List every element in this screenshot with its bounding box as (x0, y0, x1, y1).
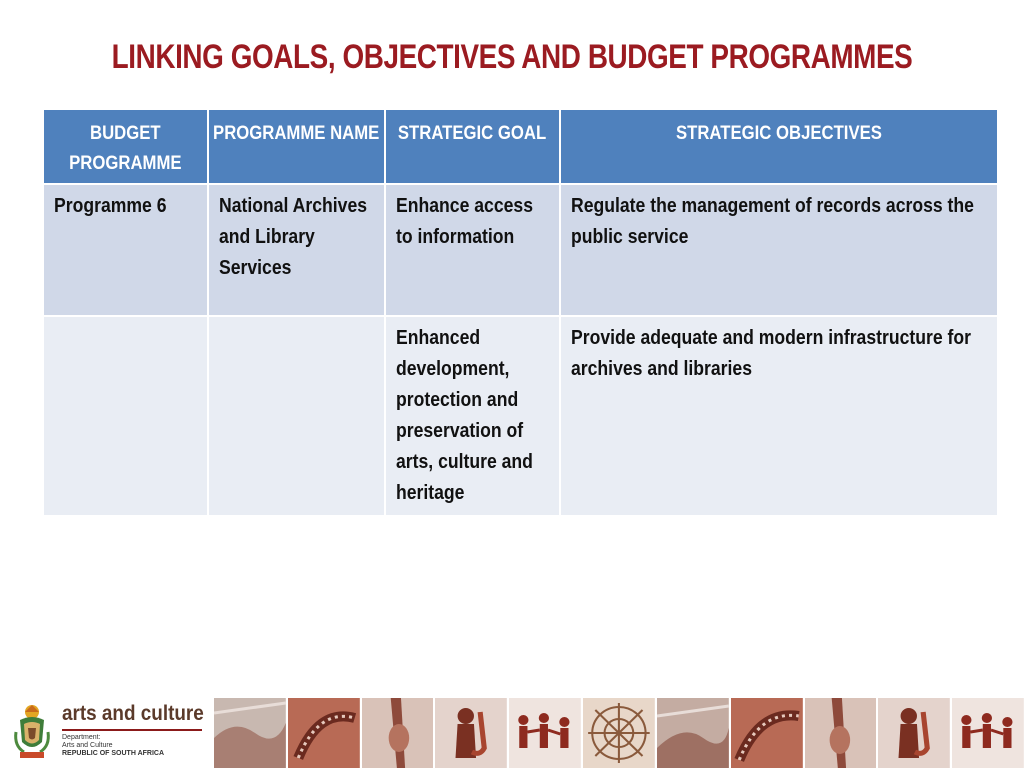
beadwork-pattern-image (583, 698, 655, 768)
cell-strategic-objective: Provide adequate and modern infrastructure for archives and libraries (560, 316, 998, 516)
department-logo (8, 696, 208, 768)
texture-image (214, 698, 286, 768)
cell-strategic-objective: Regulate the management of records across the public service (560, 184, 998, 316)
table-header-row (43, 109, 998, 184)
country-name: REPUBLIC OF SOUTH AFRICA (62, 750, 165, 757)
dancing-figures-image (509, 698, 581, 768)
photo-strip (214, 698, 1024, 768)
dept-name: Arts and Culture (62, 742, 113, 749)
programme-table (42, 108, 999, 517)
header-strategic-objectives: STRATEGIC OBJECTIVES (560, 109, 998, 184)
slide-title: LINKING GOALS, OBJECTIVES AND BUDGET PROGRAMMES (111, 38, 913, 76)
film-reel-image (288, 698, 360, 768)
texture-image-2 (657, 698, 729, 768)
film-reel-image-2 (731, 698, 803, 768)
dancing-figures-image-2 (952, 698, 1024, 768)
cell-strategic-goal: Enhance access to information (385, 184, 560, 316)
saxophone-player-image (435, 698, 507, 768)
header-strategic-goal: STRATEGIC GOAL (385, 109, 560, 184)
cell-programme-name (208, 316, 385, 516)
brand-divider (62, 729, 202, 731)
saxophone-player-image-2 (878, 698, 950, 768)
dept-label: Department: (62, 734, 101, 741)
brand-name: arts and culture (62, 702, 204, 725)
dancer-legs-image-2 (805, 698, 877, 768)
table-row (43, 184, 998, 316)
cell-budget-programme (43, 316, 208, 516)
coat-of-arms-icon (12, 702, 52, 760)
footer-banner (0, 696, 1024, 768)
dancer-legs-image (362, 698, 434, 768)
cell-strategic-goal: Enhanced development, protection and preservation of arts, culture and heritage (385, 316, 560, 516)
header-budget-programme: BUDGET PROGRAMME (43, 109, 208, 184)
cell-budget-programme: Programme 6 (43, 184, 208, 316)
header-programme-name: PROGRAMME NAME (208, 109, 385, 184)
table-row (43, 316, 998, 516)
cell-programme-name: National Archives and Library Services (208, 184, 385, 316)
